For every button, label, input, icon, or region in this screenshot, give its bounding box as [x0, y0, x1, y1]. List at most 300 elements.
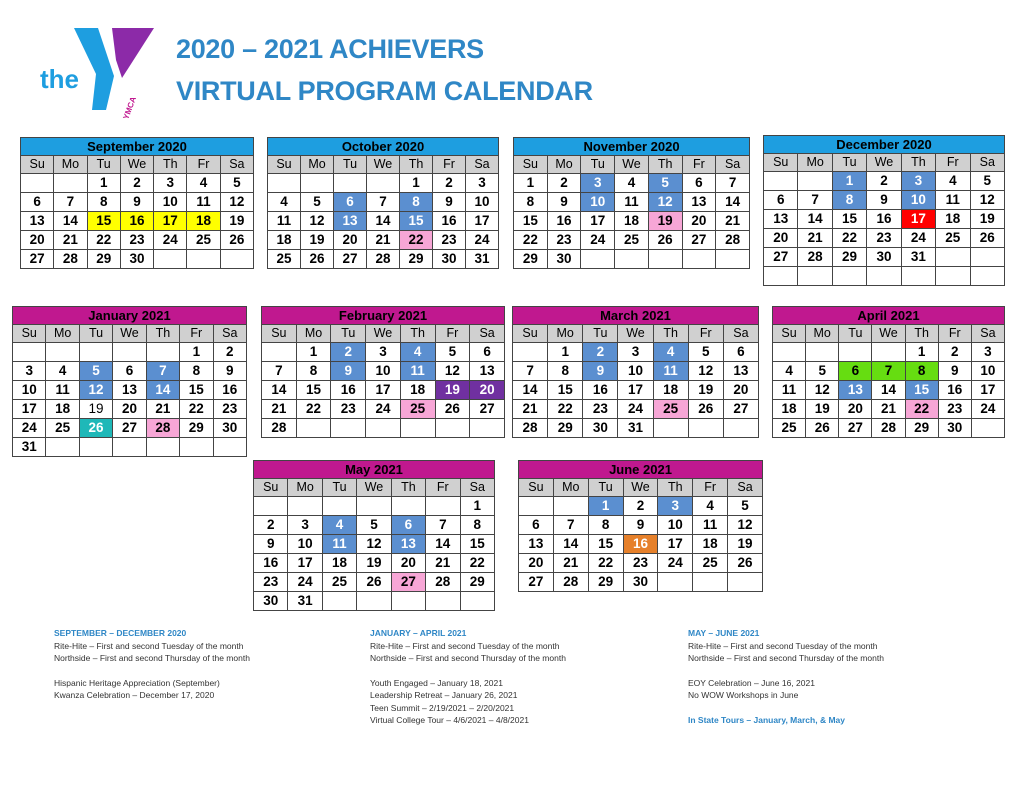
empty-cell	[254, 497, 288, 516]
day-cell: 22	[832, 229, 866, 248]
day-cell: 26	[648, 231, 682, 250]
notes-heading: MAY – JUNE 2021	[688, 628, 760, 638]
day-cell: 22	[514, 231, 548, 250]
day-cell: 12	[435, 362, 470, 381]
empty-cell	[764, 267, 798, 286]
empty-cell	[615, 250, 649, 269]
weekday-header: Th	[648, 156, 682, 174]
day-cell-highlighted: 22	[400, 231, 433, 250]
day-cell: 25	[693, 554, 728, 573]
day-cell: 12	[220, 193, 253, 212]
notes-line: Rite-Hite – First and second Tuesday of the month	[370, 640, 560, 651]
day-cell: 19	[301, 231, 334, 250]
empty-cell	[322, 592, 356, 611]
month-title: March 2021	[513, 307, 759, 325]
month-calendar	[12, 306, 247, 457]
weekday-header: Fr	[682, 156, 716, 174]
day-cell: 14	[553, 535, 588, 554]
day-cell: 30	[547, 250, 581, 269]
day-cell: 13	[723, 362, 758, 381]
weekday-header: We	[618, 325, 653, 343]
day-cell: 11	[187, 193, 220, 212]
day-cell: 9	[547, 193, 581, 212]
day-cell: 5	[806, 362, 839, 381]
empty-cell	[187, 250, 220, 269]
day-cell: 14	[716, 193, 750, 212]
day-cell: 15	[588, 535, 623, 554]
weekday-header: Mo	[547, 156, 581, 174]
weekday-header: Tu	[331, 325, 366, 343]
day-cell: 21	[872, 400, 905, 419]
day-cell: 19	[220, 212, 253, 231]
empty-cell	[301, 174, 334, 193]
day-cell: 25	[615, 231, 649, 250]
page-subtitle: VIRTUAL PROGRAM CALENDAR	[176, 76, 593, 106]
day-cell: 30	[938, 419, 971, 438]
month-title: January 2021	[13, 307, 247, 325]
day-cell-highlighted: 14	[146, 381, 179, 400]
weekday-header: Mo	[548, 325, 583, 343]
weekday-header: Th	[905, 325, 938, 343]
day-cell: 23	[623, 554, 658, 573]
day-cell: 30	[623, 573, 658, 592]
weekday-header: Su	[514, 156, 548, 174]
weekday-header: Mo	[798, 154, 832, 172]
day-cell: 5	[220, 174, 253, 193]
month-title: September 2020	[21, 138, 254, 156]
weekday-header: Sa	[970, 154, 1004, 172]
day-cell-highlighted: 1	[832, 172, 866, 191]
weekday-header: Mo	[296, 325, 331, 343]
month-calendar	[772, 306, 1005, 438]
day-cell: 10	[13, 381, 46, 400]
day-cell: 22	[180, 400, 213, 419]
day-cell: 20	[839, 400, 872, 419]
day-cell: 13	[519, 535, 554, 554]
day-cell: 8	[296, 362, 331, 381]
day-cell: 20	[682, 212, 716, 231]
day-cell: 20	[334, 231, 367, 250]
day-cell: 20	[764, 229, 798, 248]
day-cell: 13	[21, 212, 54, 231]
day-cell: 16	[213, 381, 246, 400]
day-cell: 22	[87, 231, 120, 250]
empty-cell	[54, 174, 87, 193]
empty-cell	[867, 267, 901, 286]
month-calendar	[763, 135, 1005, 286]
weekday-header: Tu	[839, 325, 872, 343]
day-cell-highlighted: 10	[901, 191, 935, 210]
empty-cell	[435, 419, 470, 438]
day-cell: 6	[723, 343, 758, 362]
empty-cell	[970, 248, 1004, 267]
day-cell: 23	[213, 400, 246, 419]
month-calendar	[267, 137, 499, 269]
day-cell-highlighted: 19	[648, 212, 682, 231]
day-cell: 17	[971, 381, 1004, 400]
day-cell: 9	[254, 535, 288, 554]
day-cell: 29	[87, 250, 120, 269]
day-cell: 10	[618, 362, 653, 381]
day-cell: 29	[460, 573, 494, 592]
day-cell: 13	[113, 381, 146, 400]
empty-cell	[773, 343, 806, 362]
empty-cell	[971, 419, 1004, 438]
day-cell-highlighted: 28	[146, 419, 179, 438]
empty-cell	[798, 267, 832, 286]
day-cell: 16	[938, 381, 971, 400]
day-cell: 7	[513, 362, 548, 381]
day-cell: 10	[658, 516, 693, 535]
day-cell: 17	[618, 381, 653, 400]
day-cell: 22	[588, 554, 623, 573]
day-cell: 6	[682, 174, 716, 193]
day-cell-highlighted: 17	[154, 212, 187, 231]
notes-line: Rite-Hite – First and second Tuesday of the month	[54, 640, 244, 651]
day-cell: 26	[301, 250, 334, 269]
day-cell: 31	[13, 438, 46, 457]
day-cell: 9	[623, 516, 658, 535]
day-cell-highlighted: 5	[648, 174, 682, 193]
day-cell: 24	[901, 229, 935, 248]
day-cell: 25	[936, 229, 970, 248]
day-cell: 23	[254, 573, 288, 592]
notes-column	[54, 627, 250, 702]
day-cell: 11	[615, 193, 649, 212]
empty-cell	[553, 497, 588, 516]
day-cell: 3	[618, 343, 653, 362]
weekday-header: We	[120, 156, 153, 174]
day-cell: 27	[519, 573, 554, 592]
day-cell: 19	[79, 400, 112, 419]
day-cell-highlighted: 8	[905, 362, 938, 381]
empty-cell	[872, 343, 905, 362]
day-cell: 21	[716, 212, 750, 231]
day-cell: 29	[905, 419, 938, 438]
month-title: November 2020	[514, 138, 750, 156]
weekday-header: Sa	[971, 325, 1004, 343]
weekday-header: Fr	[180, 325, 213, 343]
weekday-header: Tu	[79, 325, 112, 343]
empty-cell	[460, 592, 494, 611]
notes-line: No WOW Workshops in June	[688, 690, 799, 700]
month-title: May 2021	[254, 461, 495, 479]
weekday-header: Su	[254, 479, 288, 497]
empty-cell	[688, 419, 723, 438]
day-cell: 28	[426, 573, 460, 592]
notes-line: Virtual College Tour – 4/6/2021 – 4/8/2021	[370, 715, 529, 725]
notes-line: Hispanic Heritage Appreciation (September)	[54, 677, 220, 688]
month-title: February 2021	[262, 307, 505, 325]
day-cell-highlighted: 12	[648, 193, 682, 212]
day-cell: 27	[839, 419, 872, 438]
day-cell: 2	[433, 174, 466, 193]
day-cell: 9	[120, 193, 153, 212]
empty-cell	[426, 497, 460, 516]
day-cell: 17	[466, 212, 499, 231]
day-cell: 23	[583, 400, 618, 419]
day-cell: 19	[970, 210, 1004, 229]
empty-cell	[146, 343, 179, 362]
empty-cell	[832, 267, 866, 286]
day-cell-highlighted: 5	[79, 362, 112, 381]
day-cell: 7	[54, 193, 87, 212]
day-cell: 27	[723, 400, 758, 419]
day-cell: 3	[971, 343, 1004, 362]
day-cell: 2	[867, 172, 901, 191]
page-title: 2020 – 2021 ACHIEVERS	[176, 34, 484, 64]
day-cell: 15	[832, 210, 866, 229]
day-cell: 26	[688, 400, 723, 419]
day-cell: 15	[296, 381, 331, 400]
weekday-header: Sa	[466, 156, 499, 174]
day-cell: 18	[615, 212, 649, 231]
empty-cell	[13, 343, 46, 362]
empty-cell	[357, 497, 391, 516]
day-cell: 2	[213, 343, 246, 362]
day-cell: 1	[548, 343, 583, 362]
weekday-header: Sa	[716, 156, 750, 174]
day-cell: 3	[466, 174, 499, 193]
day-cell: 17	[13, 400, 46, 419]
day-cell: 4	[936, 172, 970, 191]
weekday-header: Sa	[460, 479, 494, 497]
empty-cell	[653, 419, 688, 438]
weekday-header: Su	[513, 325, 548, 343]
day-cell: 2	[547, 174, 581, 193]
day-cell: 28	[872, 419, 905, 438]
day-cell: 12	[806, 381, 839, 400]
day-cell: 22	[548, 400, 583, 419]
day-cell: 4	[46, 362, 79, 381]
day-cell: 30	[433, 250, 466, 269]
day-cell: 17	[366, 381, 401, 400]
day-cell: 27	[470, 400, 505, 419]
weekday-header: Mo	[553, 479, 588, 497]
day-cell: 30	[213, 419, 246, 438]
day-cell: 1	[400, 174, 433, 193]
day-cell: 27	[113, 419, 146, 438]
day-cell: 25	[187, 231, 220, 250]
day-cell: 7	[798, 191, 832, 210]
month-calendar	[518, 460, 763, 592]
day-cell: 7	[262, 362, 297, 381]
day-cell-highlighted: 6	[839, 362, 872, 381]
month-calendar	[20, 137, 254, 269]
day-cell: 13	[682, 193, 716, 212]
day-cell-highlighted: 13	[839, 381, 872, 400]
day-cell: 18	[268, 231, 301, 250]
weekday-header: Th	[658, 479, 693, 497]
day-cell: 5	[688, 343, 723, 362]
day-cell: 24	[581, 231, 615, 250]
day-cell: 26	[220, 231, 253, 250]
empty-cell	[146, 438, 179, 457]
day-cell: 25	[46, 419, 79, 438]
day-cell: 8	[514, 193, 548, 212]
weekday-header: Th	[146, 325, 179, 343]
day-cell: 18	[322, 554, 356, 573]
day-cell: 19	[688, 381, 723, 400]
day-cell: 5	[970, 172, 1004, 191]
notes-spacer	[370, 665, 566, 677]
weekday-header: We	[367, 156, 400, 174]
empty-cell	[970, 267, 1004, 286]
weekday-header: Tu	[583, 325, 618, 343]
day-cell-highlighted: 6	[334, 193, 367, 212]
day-cell-highlighted: 22	[905, 400, 938, 419]
empty-cell	[716, 250, 750, 269]
day-cell: 8	[87, 193, 120, 212]
day-cell: 5	[357, 516, 391, 535]
day-cell: 15	[180, 381, 213, 400]
weekday-header: Su	[13, 325, 46, 343]
day-cell: 21	[367, 231, 400, 250]
day-cell: 6	[113, 362, 146, 381]
empty-cell	[180, 438, 213, 457]
day-cell: 16	[331, 381, 366, 400]
day-cell: 9	[867, 191, 901, 210]
day-cell-highlighted: 26	[79, 419, 112, 438]
weekday-header: Tu	[581, 156, 615, 174]
notes-heading: SEPTEMBER – DECEMBER 2020	[54, 628, 187, 638]
empty-cell	[296, 419, 331, 438]
weekday-header: Sa	[723, 325, 758, 343]
day-cell: 27	[764, 248, 798, 267]
empty-cell	[400, 419, 435, 438]
day-cell-highlighted: 3	[581, 174, 615, 193]
logo-y-left-arm	[74, 28, 114, 110]
day-cell-highlighted: 27	[391, 573, 425, 592]
day-cell: 5	[435, 343, 470, 362]
weekday-header: Fr	[426, 479, 460, 497]
weekday-header: Su	[519, 479, 554, 497]
day-cell: 8	[548, 362, 583, 381]
day-cell: 30	[120, 250, 153, 269]
day-cell: 31	[466, 250, 499, 269]
day-cell: 6	[519, 516, 554, 535]
empty-cell	[839, 343, 872, 362]
weekday-header: Sa	[470, 325, 505, 343]
notes-line: Youth Engaged – January 18, 2021	[370, 677, 503, 688]
day-cell: 11	[693, 516, 728, 535]
weekday-header: Fr	[693, 479, 728, 497]
day-cell: 18	[936, 210, 970, 229]
day-cell: 8	[180, 362, 213, 381]
day-cell-highlighted: 4	[400, 343, 435, 362]
day-cell: 28	[798, 248, 832, 267]
day-cell: 9	[433, 193, 466, 212]
day-cell: 10	[366, 362, 401, 381]
day-cell-highlighted: 2	[583, 343, 618, 362]
notes-line: Rite-Hite – First and second Tuesday of the month	[688, 640, 878, 651]
day-cell: 6	[470, 343, 505, 362]
day-cell-highlighted: 20	[470, 381, 505, 400]
empty-cell	[391, 497, 425, 516]
day-cell: 21	[146, 400, 179, 419]
day-cell-highlighted: 15	[905, 381, 938, 400]
day-cell: 9	[938, 362, 971, 381]
empty-cell	[658, 573, 693, 592]
day-cell: 19	[357, 554, 391, 573]
notes-heading: JANUARY – APRIL 2021	[370, 628, 467, 638]
day-cell: 17	[288, 554, 322, 573]
day-cell: 9	[213, 362, 246, 381]
notes-spacer	[688, 665, 884, 677]
day-cell-highlighted: 3	[658, 497, 693, 516]
day-cell: 3	[366, 343, 401, 362]
day-cell: 4	[615, 174, 649, 193]
day-cell: 11	[773, 381, 806, 400]
day-cell: 29	[588, 573, 623, 592]
day-cell: 21	[798, 229, 832, 248]
day-cell-highlighted: 11	[653, 362, 688, 381]
empty-cell	[334, 174, 367, 193]
day-cell: 13	[764, 210, 798, 229]
day-cell: 27	[682, 231, 716, 250]
day-cell: 24	[13, 419, 46, 438]
day-cell: 24	[288, 573, 322, 592]
day-cell: 1	[514, 174, 548, 193]
day-cell: 24	[618, 400, 653, 419]
empty-cell	[936, 248, 970, 267]
empty-cell	[288, 497, 322, 516]
notes-column	[688, 627, 884, 726]
day-cell: 29	[548, 419, 583, 438]
notes-line: Northside – First and second Thursday of the month	[54, 653, 250, 663]
day-cell: 2	[623, 497, 658, 516]
day-cell-highlighted: 2	[331, 343, 366, 362]
empty-cell	[154, 250, 187, 269]
month-calendar	[261, 306, 505, 438]
day-cell: 10	[154, 193, 187, 212]
day-cell: 6	[21, 193, 54, 212]
day-cell: 23	[938, 400, 971, 419]
day-cell: 21	[54, 231, 87, 250]
day-cell: 1	[87, 174, 120, 193]
day-cell-highlighted: 8	[400, 193, 433, 212]
empty-cell	[46, 438, 79, 457]
month-title: April 2021	[773, 307, 1005, 325]
day-cell-highlighted: 10	[581, 193, 615, 212]
empty-cell	[581, 250, 615, 269]
weekday-header: Mo	[46, 325, 79, 343]
notes-line: EOY Celebration – June 16, 2021	[688, 677, 815, 688]
day-cell: 18	[653, 381, 688, 400]
empty-cell	[322, 497, 356, 516]
day-cell: 3	[154, 174, 187, 193]
day-cell: 18	[693, 535, 728, 554]
day-cell-highlighted: 8	[832, 191, 866, 210]
day-cell: 14	[426, 535, 460, 554]
day-cell: 20	[113, 400, 146, 419]
day-cell-highlighted: 19	[435, 381, 470, 400]
day-cell-highlighted: 16	[120, 212, 153, 231]
day-cell: 14	[262, 381, 297, 400]
day-cell-highlighted: 9	[583, 362, 618, 381]
day-cell: 8	[588, 516, 623, 535]
day-cell-highlighted: 25	[400, 400, 435, 419]
weekday-header: Tu	[322, 479, 356, 497]
weekday-header: Sa	[728, 479, 763, 497]
month-calendar	[513, 137, 750, 269]
day-cell: 15	[514, 212, 548, 231]
day-cell: 1	[460, 497, 494, 516]
day-cell-highlighted: 15	[400, 212, 433, 231]
weekday-header: We	[357, 479, 391, 497]
day-cell: 14	[513, 381, 548, 400]
day-cell-highlighted: 12	[79, 381, 112, 400]
